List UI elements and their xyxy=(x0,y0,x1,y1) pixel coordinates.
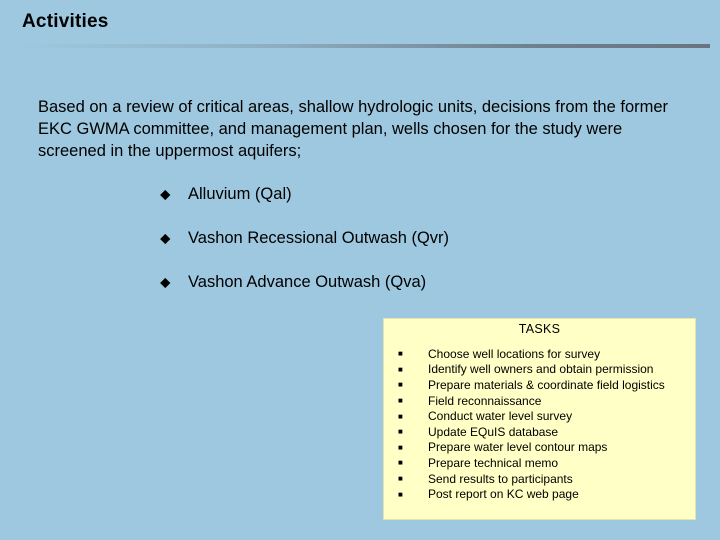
square-bullet-icon: ■ xyxy=(398,427,403,437)
list-item xyxy=(398,486,665,502)
aquifer-label: Vashon Recessional Outwash (Qvr) xyxy=(188,228,450,247)
task-label: Prepare materials & coordinate field logistics xyxy=(428,377,665,392)
task-label: Update EQuIS database xyxy=(428,424,559,439)
list-item xyxy=(160,271,449,293)
square-bullet-icon: ■ xyxy=(398,396,403,406)
slide-title: Activities xyxy=(22,11,109,32)
aquifer-label: Alluvium (Qal) xyxy=(188,184,292,203)
list-item xyxy=(398,408,665,424)
square-bullet-icon: ■ xyxy=(398,364,403,374)
square-bullet-icon: ■ xyxy=(398,458,403,468)
list-item xyxy=(398,455,665,471)
list-item xyxy=(398,362,665,378)
task-label: Prepare water level contour maps xyxy=(428,440,608,455)
diamond-bullet-icon: ⬥ xyxy=(160,229,171,247)
list-item xyxy=(398,424,665,440)
square-bullet-icon: ■ xyxy=(398,380,403,390)
list-item xyxy=(398,377,665,393)
list-item xyxy=(398,440,665,456)
square-bullet-icon: ■ xyxy=(398,349,403,359)
list-item xyxy=(398,393,665,409)
aquifer-list xyxy=(160,183,449,315)
aquifer-label: Vashon Advance Outwash (Qva) xyxy=(188,272,427,291)
diamond-bullet-icon: ⬥ xyxy=(160,273,171,291)
list-item xyxy=(398,346,665,362)
square-bullet-icon: ■ xyxy=(398,411,403,421)
intro-paragraph: Based on a review of critical areas, shallow hydrologic units, decisions from the former EKC GWMA committee, and management plan, wells chosen for the study were screened in the uppermost aquifers; xyxy=(38,98,669,160)
list-item xyxy=(398,471,665,487)
task-label: Field reconnaissance xyxy=(428,393,542,408)
diamond-bullet-icon: ⬥ xyxy=(160,185,171,203)
task-label: Identify well owners and obtain permission xyxy=(428,362,654,377)
title-divider xyxy=(20,44,710,48)
square-bullet-icon: ■ xyxy=(398,442,403,452)
task-label: Prepare technical memo xyxy=(428,455,559,470)
square-bullet-icon: ■ xyxy=(398,474,403,484)
list-item xyxy=(160,227,449,249)
task-label: Choose well locations for survey xyxy=(428,346,601,361)
task-label: Send results to participants xyxy=(428,471,573,486)
tasks-list xyxy=(398,346,665,502)
tasks-title: TASKS xyxy=(518,322,561,336)
tasks-box xyxy=(383,318,696,520)
list-item xyxy=(160,183,449,205)
square-bullet-icon: ■ xyxy=(398,489,403,499)
task-label: Conduct water level survey xyxy=(428,409,573,424)
task-label: Post report on KC web page xyxy=(428,487,579,502)
